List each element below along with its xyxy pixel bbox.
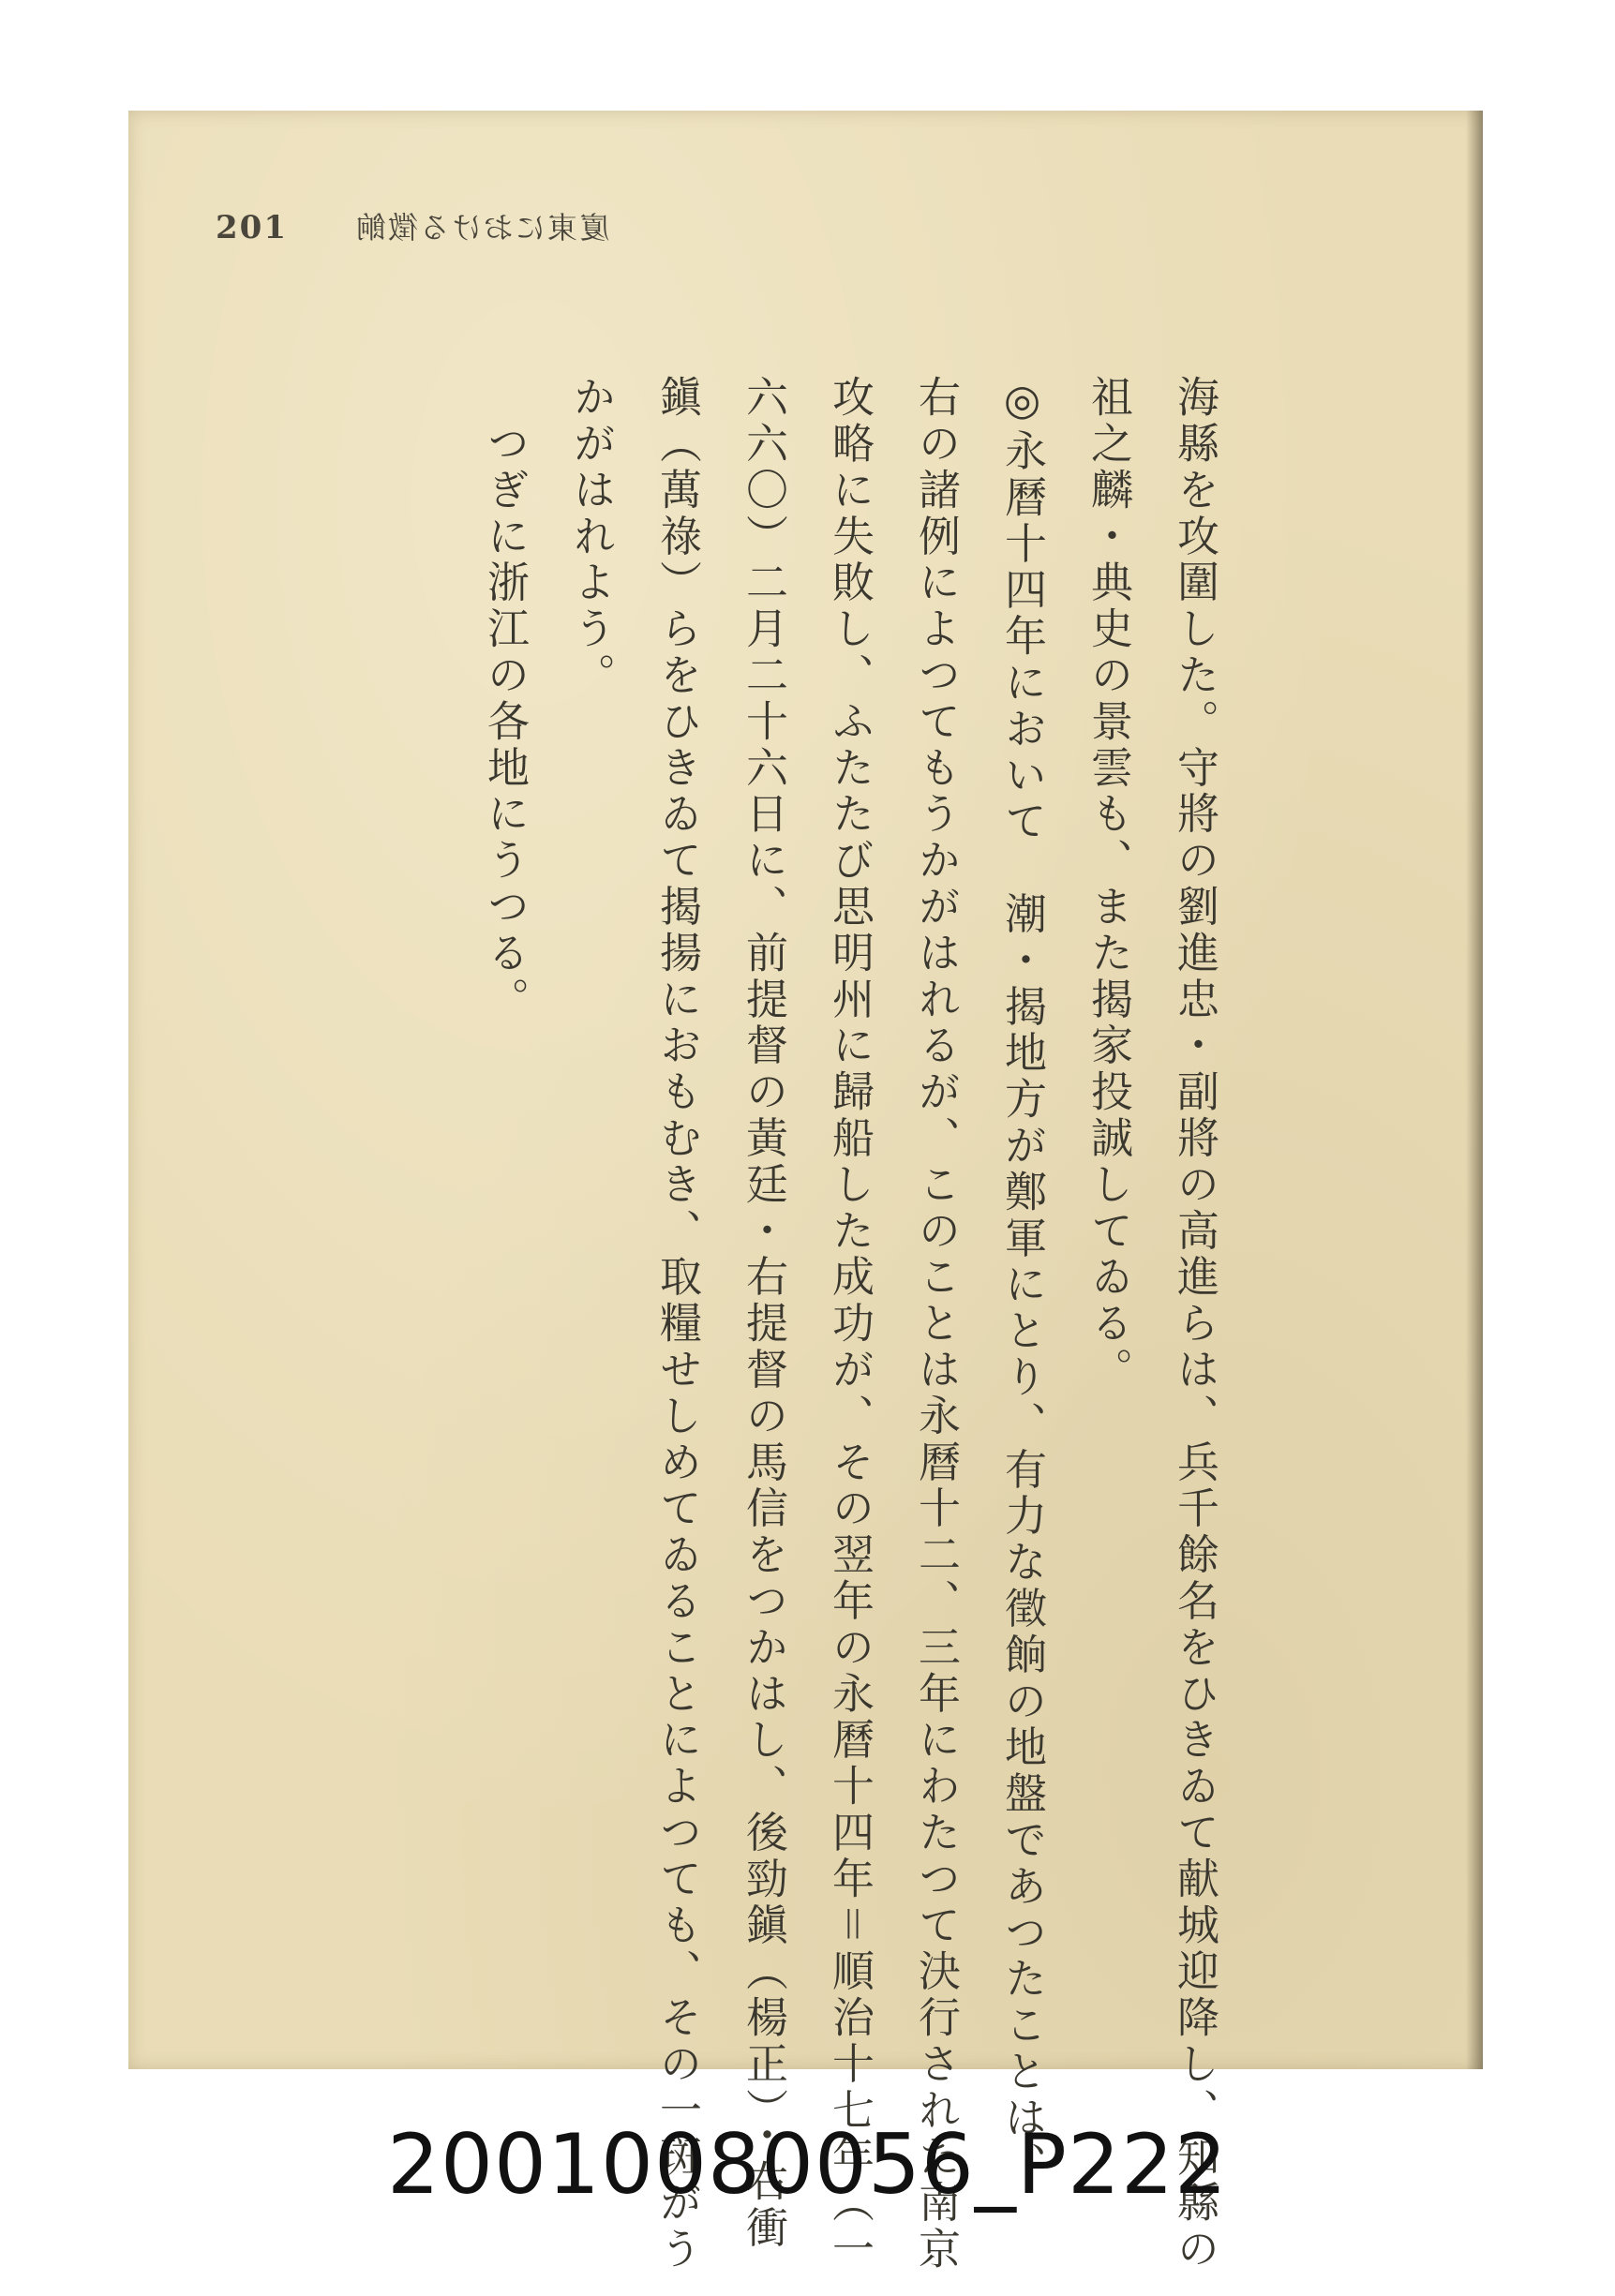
text-column-9: つぎに浙江の各地にうつる。 bbox=[480, 375, 530, 1023]
text-column-7: 鎭（萬祿）らをひきゐて揭揚におもむき、取糧せしめてゐることによつても、その一斑がう bbox=[652, 375, 702, 2274]
text-column-2: 祖之麟・典史の景雲も、また揭家投誠してゐる。 bbox=[1084, 375, 1133, 1394]
text-column-8: かがはれよう。 bbox=[566, 375, 616, 699]
text-column-6: 六六〇）二月二十六日に、前提督の黃廷・右提督の馬信をつかはし、後勁鎭（楊正）・右衝 bbox=[739, 375, 788, 2252]
running-title: 廈東における徵餉 bbox=[353, 210, 609, 246]
image-id-label: 20010080056_P222 bbox=[387, 2116, 1228, 2213]
text-column-5: 攻略に失敗し、ふたたび思明州に歸船した成功が、その翌年の永曆十四年＝順治十七年（一 bbox=[825, 375, 875, 2274]
text-column-4: 右の諸例によつてもうかがはれるが、このことは永曆十二、三年にわたつて決行された南京 bbox=[911, 375, 961, 2274]
text-column-1: 海縣を攻圍した。守將の劉進忠・副將の高進らは、兵千餘名をひきゐて献城迎降し、知縣の bbox=[1170, 375, 1219, 2274]
text-column-3: ◎永曆十四年において 潮・揭地方が鄭軍にとり、有力な徵餉の地盤であつたことは、 bbox=[997, 375, 1047, 2188]
page-number: 201 bbox=[216, 209, 288, 246]
